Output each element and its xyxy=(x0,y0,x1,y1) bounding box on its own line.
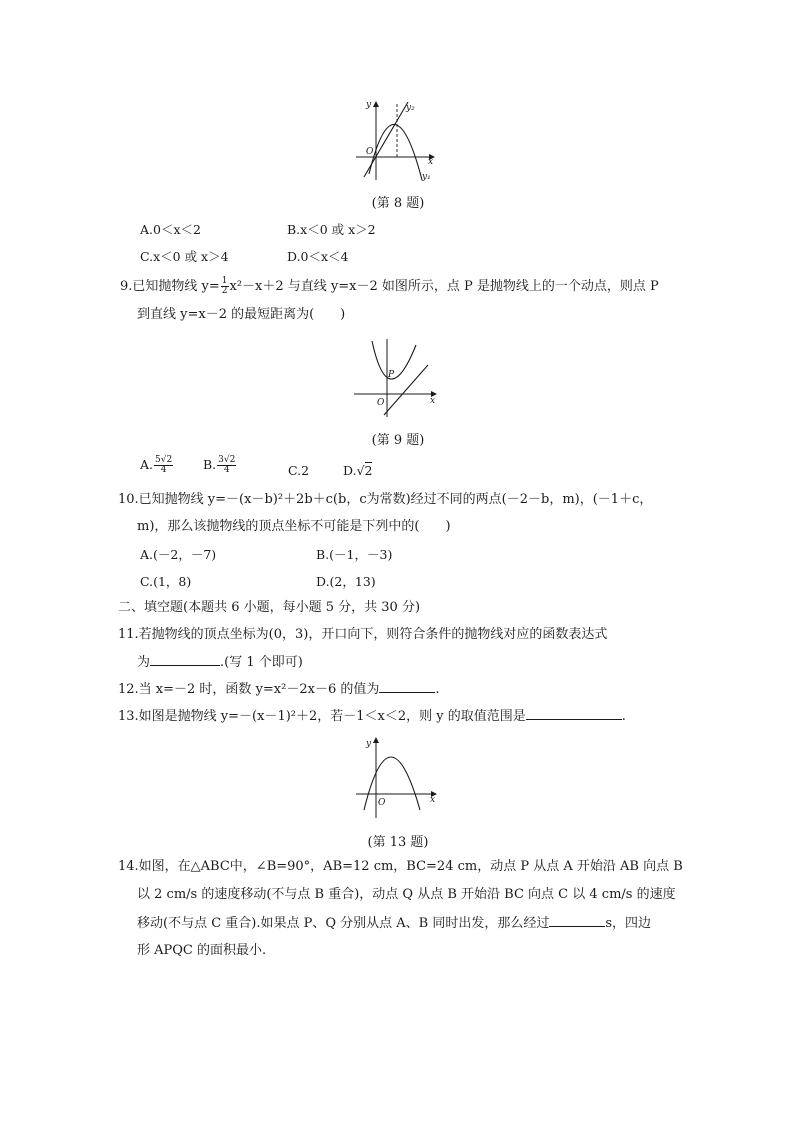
q10-option-c: C.(1，8) xyxy=(140,574,192,589)
q14-text-3b: s，四边 xyxy=(605,916,652,931)
line-y2 xyxy=(364,102,408,177)
answer-blank[interactable] xyxy=(379,680,435,693)
label-y2: y₂ xyxy=(406,103,415,113)
q14-line-1: 14.如图，在△ABC中，∠B=90°，AB=12 cm，BC=24 cm，动点 P 从点 A 开始沿 AB 向点 B xyxy=(118,859,683,874)
label-p: P xyxy=(388,370,395,380)
answer-blank[interactable] xyxy=(526,707,622,720)
q9-opt-a-den: 4 xyxy=(160,465,167,475)
q10-option-a: A.(－2，－7) xyxy=(140,547,217,562)
caption-q13: (第 13 题) xyxy=(367,835,429,850)
figure-q13 xyxy=(352,734,444,820)
q12-text-a: 12.当 x=－2 时，函数 y=x²－2x－6 的值为 xyxy=(118,682,380,697)
q8-option-b: B.x＜0 或 x＞2 xyxy=(287,222,376,237)
answer-blank[interactable] xyxy=(150,653,220,666)
q11-line-2 xyxy=(137,653,303,672)
label-origin: O xyxy=(366,147,374,157)
caption-q9: (第 9 题) xyxy=(371,433,425,448)
q9-frac-den: 2 xyxy=(221,286,228,296)
q12-text-b: . xyxy=(435,682,440,697)
q9-opt-d-prefix: D. xyxy=(343,463,357,478)
q12-line xyxy=(118,680,440,699)
label-x: x xyxy=(430,396,436,406)
q9-option-b xyxy=(203,456,237,475)
q9-text-b: x²－x＋2 与直线 y=x－2 如图所示，点 P 是抛物线上的一个动点，则点 P xyxy=(229,279,659,294)
q9-frac-num: 1 xyxy=(221,276,228,286)
q10-option-d: D.(2，13) xyxy=(316,574,376,589)
q8-option-a: A.0＜x＜2 xyxy=(140,222,201,237)
q14-text-3a: 移动(不与点 C 重合).如果点 P、Q 分别从点 A、B 同时出发，那么经过 xyxy=(137,916,550,931)
q9-opt-a-num: 5√2 xyxy=(155,455,173,465)
answer-blank[interactable] xyxy=(549,914,605,927)
q11-line-1: 11.若抛物线的顶点坐标为(0，3)，开口向下，则符合条件的抛物线对应的函数表达式 xyxy=(118,627,608,642)
label-y1: y₁ xyxy=(422,172,431,182)
label-y: y xyxy=(366,739,372,749)
q9-opt-a-frac xyxy=(154,456,173,475)
q9-opt-a-prefix: A. xyxy=(140,457,154,472)
q9-opt-b-prefix: B. xyxy=(203,457,217,472)
q9-opt-b-num: 3√2 xyxy=(218,455,236,465)
caption-q8: (第 8 题) xyxy=(371,196,425,211)
label-y: y xyxy=(366,100,372,110)
q13-line xyxy=(118,707,626,726)
label-x: x xyxy=(430,795,436,805)
q8-option-d: D.0＜x＜4 xyxy=(287,249,349,264)
label-origin: O xyxy=(377,398,385,408)
q9-line-2: 到直线 y=x－2 的最短距离为( ) xyxy=(137,307,346,322)
q10-option-b: B.(－1，－3) xyxy=(316,547,393,562)
q13-text-b: . xyxy=(621,709,626,724)
q9-line-1 xyxy=(120,277,659,296)
q10-line-1: 10.已知抛物线 y=－(x－b)²＋2b＋c(b，c为常数)经过不同的两点(－2－b，m)，(－1＋c， xyxy=(118,492,653,507)
parabola xyxy=(364,757,420,810)
sqrt-symbol: √ xyxy=(356,463,365,478)
figure-q9 xyxy=(350,335,446,419)
q9-fraction xyxy=(221,277,229,296)
q14-line-3 xyxy=(137,914,651,933)
q9-opt-d-value: 2 xyxy=(364,463,373,478)
q13-text-a: 13.如图是抛物线 y=－(x－1)²＋2，若－1＜x＜2，则 y 的取值范围是 xyxy=(118,709,526,724)
q14-line-4: 形 APQC 的面积最小. xyxy=(137,943,267,958)
q9-opt-b-frac xyxy=(217,456,236,475)
label-x: x xyxy=(428,157,434,167)
q9-option-a xyxy=(140,456,174,475)
q9-opt-b-den: 4 xyxy=(223,465,230,475)
q9-option-c: C.2 xyxy=(288,463,310,478)
q8-option-c: C.x＜0 或 x＞4 xyxy=(140,249,229,264)
q9-text-a: 9.已知抛物线 y= xyxy=(120,279,220,294)
q14-line-2: 以 2 cm/s 的速度移动(不与点 B 重合)，动点 Q 从点 B 开始沿 BC 向点 C 以 4 cm/s 的速度 xyxy=(137,887,676,902)
q11-text-a: 为 xyxy=(137,655,151,670)
label-origin: O xyxy=(378,798,386,808)
q9-option-d xyxy=(343,462,372,480)
q10-line-2: m)，那么该抛物线的顶点坐标不可能是下列中的( ) xyxy=(137,519,451,534)
q11-text-b: .(写 1 个即可) xyxy=(220,655,303,670)
figure-q8 xyxy=(350,96,446,182)
parabola-y1 xyxy=(369,124,422,180)
section-title: 二、填空题(本题共 6 小题，每小题 5 分，共 30 分) xyxy=(118,600,421,615)
